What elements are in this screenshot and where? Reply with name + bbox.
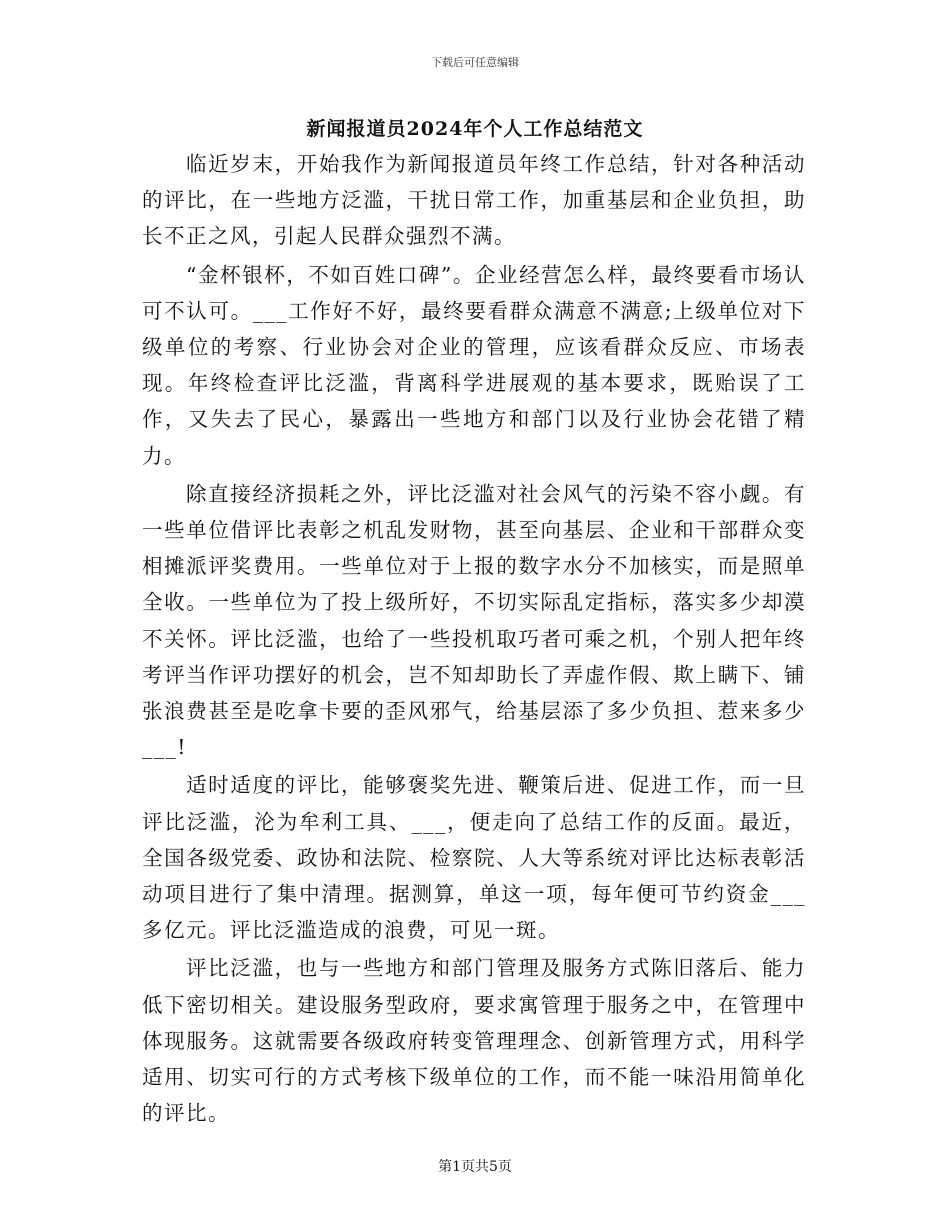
paragraph: 除直接经济损耗之外，评比泛滥对社会风气的污染不容小觑。有一些单位借评比表彰之机乱发财物，甚至向基层、企业和干部群众变相摊派评奖费用。一些单位对于上报的数字水分不加核实，而是照单全收。一些单位为了投上级所好，不切实际乱定指标，落实多少却漠不关怀。评比泛滥，也给了一些投机取巧者可乘之机，个别人把年终考评当作评功摆好的机会，岂不知却助长了弄虚作假、欺上瞒下、铺张浪费甚至是吃拿卡要的歪风邪气，给基层添了多少负担、惹来多少___!: [142, 481, 806, 760]
paragraph: 临近岁末，开始我作为新闻报道员年终工作总结，针对各种活动的评比，在一些地方泛滥，干扰日常工作，加重基层和企业负担，助长不正之风，引起人民群众强烈不满。: [142, 152, 806, 249]
document-title: 新闻报道员2024年个人工作总结范文: [306, 118, 644, 140]
page-number-footer: 第1页共5页: [438, 1159, 512, 1175]
paragraph: 适时适度的评比，能够褒奖先进、鞭策后进、促进工作，而一旦评比泛滥，沦为牟利工具、___，便走向了总结工作的反面。最近，全国各级党委、政协和法院、检察院、人大等系统对评比达标表彰活动项目进行了集中清理。据测算，单这一项，每年便可节约资金___多亿元。评比泛滥造成的浪费，可见一斑。: [142, 773, 806, 943]
paragraph: “金杯银杯，不如百姓口碑”。企业经营怎么样，最终要看市场认可不认可。___工作好不好，最终要看群众满意不满意;上级单位对下级单位的考察、行业协会对企业的管理，应该看群众反应、市场表现。年终检查评比泛滥，背离科学进展观的基本要求，既贻误了工作，又失去了民心，暴露出一些地方和部门以及行业协会花错了精力。: [142, 262, 806, 468]
paragraph: 评比泛滥，也与一些地方和部门管理及服务方式陈旧落后、能力低下密切相关。建设服务型政府，要求寓管理于服务之中，在管理中体现服务。这就需要各级政府转变管理理念、创新管理方式，用科学适用、切实可行的方式考核下级单位的工作，而不能一味沿用简单化的评比。: [142, 956, 806, 1126]
document-body: [142, 146, 806, 1133]
header-note: 下载后可任意编辑: [431, 56, 519, 69]
